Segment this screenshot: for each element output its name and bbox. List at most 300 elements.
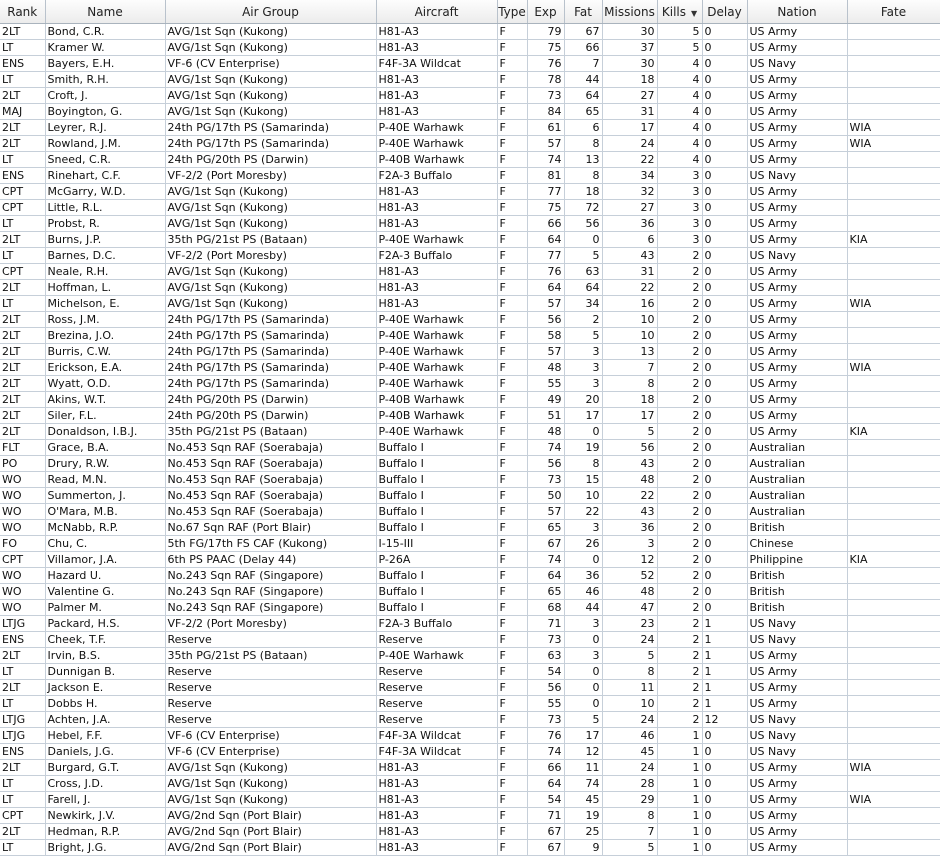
cell-kills: 2: [657, 392, 702, 408]
cell-rank: ENS: [0, 744, 45, 760]
cell-rank: WO: [0, 584, 45, 600]
table-row[interactable]: [0, 264, 940, 280]
cell-delay: 0: [702, 136, 747, 152]
cell-name: Barnes, D.C.: [45, 248, 165, 264]
cell-fat: 17: [564, 408, 602, 424]
table-row[interactable]: [0, 616, 940, 632]
cell-fate: [847, 184, 940, 200]
cell-fate: [847, 488, 940, 504]
table-row[interactable]: [0, 552, 940, 568]
cell-missions: 22: [602, 280, 657, 296]
cell-delay: 0: [702, 440, 747, 456]
cell-fate: [847, 824, 940, 840]
cell-name: Achten, J.A.: [45, 712, 165, 728]
column-header-exp[interactable]: [527, 0, 564, 24]
cell-name: Cheek, T.F.: [45, 632, 165, 648]
cell-air group: Reserve: [165, 696, 376, 712]
cell-exp: 64: [527, 280, 564, 296]
table-row[interactable]: [0, 600, 940, 616]
column-header-label: Type: [498, 4, 526, 19]
table-row[interactable]: [0, 632, 940, 648]
cell-missions: 34: [602, 168, 657, 184]
cell-exp: 64: [527, 776, 564, 792]
cell-rank: 2LT: [0, 392, 45, 408]
table-row[interactable]: [0, 824, 940, 840]
cell-missions: 27: [602, 200, 657, 216]
cell-rank: ENS: [0, 168, 45, 184]
table-row[interactable]: [0, 472, 940, 488]
cell-delay: 0: [702, 248, 747, 264]
cell-delay: 0: [702, 328, 747, 344]
cell-aircraft: H81-A3: [376, 216, 497, 232]
table-row[interactable]: [0, 72, 940, 88]
cell-rank: LT: [0, 696, 45, 712]
cell-nation: US Army: [747, 840, 847, 856]
cell-aircraft: H81-A3: [376, 40, 497, 56]
cell-nation: US Navy: [747, 744, 847, 760]
cell-missions: 31: [602, 264, 657, 280]
cell-fat: 65: [564, 104, 602, 120]
cell-kills: 1: [657, 760, 702, 776]
cell-fat: 8: [564, 136, 602, 152]
cell-nation: US Army: [747, 136, 847, 152]
cell-type: F: [497, 664, 527, 680]
cell-name: Villamor, J.A.: [45, 552, 165, 568]
cell-fate: [847, 104, 940, 120]
cell-type: F: [497, 504, 527, 520]
cell-air group: No.243 Sqn RAF (Singapore): [165, 600, 376, 616]
table-row[interactable]: [0, 456, 940, 472]
column-header-kills[interactable]: [657, 0, 702, 24]
cell-air group: AVG/2nd Sqn (Port Blair): [165, 840, 376, 856]
cell-exp: 57: [527, 296, 564, 312]
cell-exp: 58: [527, 328, 564, 344]
cell-air group: 35th PG/21st PS (Bataan): [165, 232, 376, 248]
cell-missions: 48: [602, 584, 657, 600]
cell-missions: 11: [602, 680, 657, 696]
table-row[interactable]: [0, 760, 940, 776]
cell-kills: 1: [657, 728, 702, 744]
cell-air group: AVG/1st Sqn (Kukong): [165, 760, 376, 776]
cell-rank: CPT: [0, 552, 45, 568]
cell-name: Grace, B.A.: [45, 440, 165, 456]
cell-fate: [847, 696, 940, 712]
cell-rank: 2LT: [0, 136, 45, 152]
table-row[interactable]: [0, 792, 940, 808]
table-row[interactable]: [0, 568, 940, 584]
cell-nation: US Army: [747, 216, 847, 232]
table-row[interactable]: [0, 168, 940, 184]
cell-rank: 2LT: [0, 312, 45, 328]
cell-nation: US Army: [747, 72, 847, 88]
table-row[interactable]: [0, 680, 940, 696]
cell-aircraft: H81-A3: [376, 296, 497, 312]
cell-delay: 0: [702, 24, 747, 40]
cell-fate: [847, 56, 940, 72]
column-header-name[interactable]: [45, 0, 165, 24]
cell-missions: 27: [602, 88, 657, 104]
cell-delay: 0: [702, 520, 747, 536]
cell-air group: AVG/1st Sqn (Kukong): [165, 216, 376, 232]
cell-missions: 17: [602, 408, 657, 424]
table-row[interactable]: [0, 248, 940, 264]
cell-type: F: [497, 792, 527, 808]
cell-type: F: [497, 632, 527, 648]
cell-air group: AVG/1st Sqn (Kukong): [165, 264, 376, 280]
cell-aircraft: H81-A3: [376, 792, 497, 808]
cell-exp: 55: [527, 696, 564, 712]
cell-missions: 24: [602, 136, 657, 152]
cell-air group: No.67 Sqn RAF (Port Blair): [165, 520, 376, 536]
cell-type: F: [497, 120, 527, 136]
cell-air group: AVG/1st Sqn (Kukong): [165, 776, 376, 792]
cell-kills: 4: [657, 120, 702, 136]
table-row[interactable]: [0, 744, 940, 760]
column-header-delay[interactable]: [702, 0, 747, 24]
table-row[interactable]: [0, 440, 940, 456]
cell-fate: [847, 504, 940, 520]
column-header-label: Exp: [534, 4, 557, 19]
cell-exp: 71: [527, 808, 564, 824]
table-row[interactable]: [0, 88, 940, 104]
table-row[interactable]: [0, 120, 940, 136]
table-row[interactable]: [0, 152, 940, 168]
cell-rank: LT: [0, 792, 45, 808]
cell-rank: WO: [0, 520, 45, 536]
cell-air group: 24th PG/17th PS (Samarinda): [165, 328, 376, 344]
cell-type: F: [497, 808, 527, 824]
cell-delay: 0: [702, 72, 747, 88]
cell-fate: KIA: [847, 232, 940, 248]
column-header-missions[interactable]: [602, 0, 657, 24]
cell-rank: LT: [0, 72, 45, 88]
cell-type: F: [497, 616, 527, 632]
cell-exp: 54: [527, 664, 564, 680]
cell-name: Daniels, J.G.: [45, 744, 165, 760]
cell-fate: [847, 520, 940, 536]
cell-fate: [847, 216, 940, 232]
cell-fat: 22: [564, 504, 602, 520]
cell-delay: 0: [702, 408, 747, 424]
cell-exp: 77: [527, 184, 564, 200]
cell-name: Michelson, E.: [45, 296, 165, 312]
cell-type: F: [497, 56, 527, 72]
cell-kills: 2: [657, 264, 702, 280]
cell-aircraft: P-40E Warhawk: [376, 648, 497, 664]
cell-missions: 48: [602, 472, 657, 488]
table-row[interactable]: [0, 344, 940, 360]
cell-fat: 11: [564, 760, 602, 776]
cell-delay: 0: [702, 824, 747, 840]
cell-aircraft: P-40E Warhawk: [376, 312, 497, 328]
table-row[interactable]: [0, 728, 940, 744]
cell-aircraft: Buffalo I: [376, 504, 497, 520]
cell-nation: US Army: [747, 408, 847, 424]
cell-nation: British: [747, 568, 847, 584]
column-header-type[interactable]: [497, 0, 527, 24]
cell-delay: 0: [702, 728, 747, 744]
cell-fat: 8: [564, 168, 602, 184]
cell-kills: 2: [657, 280, 702, 296]
table-row[interactable]: [0, 376, 940, 392]
table-row[interactable]: [0, 536, 940, 552]
cell-air group: No.243 Sqn RAF (Singapore): [165, 584, 376, 600]
cell-aircraft: Buffalo I: [376, 488, 497, 504]
cell-name: Neale, R.H.: [45, 264, 165, 280]
cell-fate: [847, 88, 940, 104]
table-row[interactable]: [0, 840, 940, 856]
table-row[interactable]: [0, 104, 940, 120]
cell-fat: 8: [564, 456, 602, 472]
cell-delay: 1: [702, 680, 747, 696]
cell-exp: 76: [527, 728, 564, 744]
table-row[interactable]: [0, 808, 940, 824]
cell-rank: LT: [0, 40, 45, 56]
table-row[interactable]: [0, 328, 940, 344]
cell-delay: 0: [702, 296, 747, 312]
cell-kills: 2: [657, 376, 702, 392]
cell-rank: WO: [0, 568, 45, 584]
cell-fat: 3: [564, 520, 602, 536]
cell-exp: 65: [527, 584, 564, 600]
cell-air group: AVG/1st Sqn (Kukong): [165, 88, 376, 104]
cell-missions: 43: [602, 504, 657, 520]
cell-nation: US Army: [747, 40, 847, 56]
table-row[interactable]: [0, 232, 940, 248]
cell-fate: [847, 392, 940, 408]
cell-fate: [847, 248, 940, 264]
cell-fat: 18: [564, 184, 602, 200]
cell-type: F: [497, 72, 527, 88]
cell-kills: 4: [657, 72, 702, 88]
cell-kills: 1: [657, 840, 702, 856]
cell-air group: VF-2/2 (Port Moresby): [165, 248, 376, 264]
cell-aircraft: P-40E Warhawk: [376, 232, 497, 248]
cell-aircraft: H81-A3: [376, 200, 497, 216]
cell-name: Leyrer, R.J.: [45, 120, 165, 136]
cell-nation: US Navy: [747, 728, 847, 744]
cell-kills: 4: [657, 136, 702, 152]
cell-name: Smith, R.H.: [45, 72, 165, 88]
cell-nation: Philippine: [747, 552, 847, 568]
cell-air group: No.453 Sqn RAF (Soerabaja): [165, 488, 376, 504]
column-header-fate[interactable]: [847, 0, 940, 24]
cell-type: F: [497, 104, 527, 120]
cell-air group: 24th PG/17th PS (Samarinda): [165, 120, 376, 136]
cell-type: F: [497, 472, 527, 488]
cell-nation: US Army: [747, 376, 847, 392]
cell-rank: CPT: [0, 808, 45, 824]
cell-kills: 2: [657, 552, 702, 568]
cell-aircraft: H81-A3: [376, 184, 497, 200]
cell-missions: 7: [602, 360, 657, 376]
table-row[interactable]: [0, 136, 940, 152]
cell-delay: 0: [702, 152, 747, 168]
cell-type: F: [497, 552, 527, 568]
table-row[interactable]: [0, 776, 940, 792]
cell-delay: 0: [702, 280, 747, 296]
cell-exp: 48: [527, 360, 564, 376]
cell-missions: 24: [602, 760, 657, 776]
cell-missions: 16: [602, 296, 657, 312]
cell-fate: [847, 840, 940, 856]
table-row[interactable]: [0, 40, 940, 56]
cell-air group: AVG/1st Sqn (Kukong): [165, 40, 376, 56]
cell-nation: Australian: [747, 456, 847, 472]
cell-exp: 84: [527, 104, 564, 120]
cell-type: F: [497, 712, 527, 728]
cell-fate: [847, 328, 940, 344]
cell-fat: 74: [564, 776, 602, 792]
cell-type: F: [497, 376, 527, 392]
table-row[interactable]: [0, 216, 940, 232]
cell-type: F: [497, 728, 527, 744]
cell-type: F: [497, 280, 527, 296]
cell-rank: WO: [0, 504, 45, 520]
cell-missions: 18: [602, 72, 657, 88]
table-row[interactable]: [0, 712, 940, 728]
cell-fate: [847, 440, 940, 456]
table-row[interactable]: [0, 488, 940, 504]
cell-missions: 10: [602, 696, 657, 712]
column-header-nation[interactable]: [747, 0, 847, 24]
cell-delay: 0: [702, 120, 747, 136]
cell-aircraft: P-40E Warhawk: [376, 344, 497, 360]
column-header-label: Delay: [707, 4, 742, 19]
cell-kills: 2: [657, 648, 702, 664]
cell-type: F: [497, 680, 527, 696]
cell-nation: Australian: [747, 472, 847, 488]
cell-fat: 45: [564, 792, 602, 808]
cell-kills: 2: [657, 328, 702, 344]
cell-fat: 12: [564, 744, 602, 760]
cell-nation: US Navy: [747, 712, 847, 728]
column-header-air group[interactable]: [165, 0, 376, 24]
cell-aircraft: H81-A3: [376, 24, 497, 40]
cell-air group: No.453 Sqn RAF (Soerabaja): [165, 440, 376, 456]
cell-delay: 0: [702, 504, 747, 520]
table-row[interactable]: [0, 696, 940, 712]
table-row[interactable]: [0, 200, 940, 216]
table-row[interactable]: [0, 504, 940, 520]
cell-air group: 24th PG/20th PS (Darwin): [165, 408, 376, 424]
table-row[interactable]: [0, 664, 940, 680]
cell-aircraft: F2A-3 Buffalo: [376, 168, 497, 184]
cell-kills: 2: [657, 696, 702, 712]
cell-nation: US Army: [747, 360, 847, 376]
cell-fat: 36: [564, 568, 602, 584]
cell-type: F: [497, 24, 527, 40]
table-row[interactable]: [0, 648, 940, 664]
cell-missions: 46: [602, 728, 657, 744]
cell-name: Bright, J.G.: [45, 840, 165, 856]
cell-fate: [847, 808, 940, 824]
cell-fate: [847, 312, 940, 328]
cell-fat: 0: [564, 424, 602, 440]
column-header-fat[interactable]: [564, 0, 602, 24]
cell-name: Farell, J.: [45, 792, 165, 808]
cell-aircraft: I-15-III: [376, 536, 497, 552]
cell-fat: 44: [564, 72, 602, 88]
table-row[interactable]: [0, 56, 940, 72]
cell-name: Hedman, R.P.: [45, 824, 165, 840]
cell-nation: US Navy: [747, 616, 847, 632]
table-row[interactable]: [0, 408, 940, 424]
table-row[interactable]: [0, 24, 940, 40]
cell-missions: 30: [602, 24, 657, 40]
cell-name: Valentine G.: [45, 584, 165, 600]
cell-fate: [847, 744, 940, 760]
cell-delay: 0: [702, 392, 747, 408]
cell-rank: 2LT: [0, 88, 45, 104]
cell-rank: LT: [0, 664, 45, 680]
column-header-rank[interactable]: [0, 0, 45, 24]
table-row[interactable]: [0, 360, 940, 376]
cell-type: F: [497, 424, 527, 440]
cell-type: F: [497, 824, 527, 840]
cell-kills: 1: [657, 776, 702, 792]
cell-name: Rowland, J.M.: [45, 136, 165, 152]
cell-missions: 5: [602, 424, 657, 440]
cell-air group: Reserve: [165, 680, 376, 696]
cell-exp: 57: [527, 344, 564, 360]
cell-rank: LT: [0, 776, 45, 792]
cell-fat: 0: [564, 232, 602, 248]
cell-name: Cross, J.D.: [45, 776, 165, 792]
cell-nation: US Army: [747, 120, 847, 136]
cell-fate: [847, 632, 940, 648]
cell-delay: 0: [702, 568, 747, 584]
table-row[interactable]: [0, 392, 940, 408]
cell-fat: 5: [564, 328, 602, 344]
cell-aircraft: H81-A3: [376, 760, 497, 776]
cell-fat: 3: [564, 360, 602, 376]
cell-exp: 61: [527, 120, 564, 136]
cell-exp: 76: [527, 264, 564, 280]
column-header-aircraft[interactable]: [376, 0, 497, 24]
cell-exp: 49: [527, 392, 564, 408]
cell-exp: 74: [527, 440, 564, 456]
cell-exp: 55: [527, 376, 564, 392]
table-row[interactable]: [0, 520, 940, 536]
cell-exp: 74: [527, 152, 564, 168]
cell-kills: 3: [657, 200, 702, 216]
table-header: [0, 0, 940, 24]
cell-rank: LTJG: [0, 728, 45, 744]
cell-fate: [847, 584, 940, 600]
sort-descending-icon: ▼: [690, 8, 698, 18]
table-row[interactable]: [0, 424, 940, 440]
cell-aircraft: F2A-3 Buffalo: [376, 616, 497, 632]
cell-name: Brezina, J.O.: [45, 328, 165, 344]
table-row[interactable]: [0, 184, 940, 200]
cell-fate: WIA: [847, 360, 940, 376]
cell-rank: 2LT: [0, 824, 45, 840]
cell-delay: 0: [702, 488, 747, 504]
table-row[interactable]: [0, 312, 940, 328]
cell-nation: US Army: [747, 648, 847, 664]
cell-air group: Reserve: [165, 664, 376, 680]
table-row[interactable]: [0, 280, 940, 296]
cell-type: F: [497, 296, 527, 312]
cell-fate: [847, 408, 940, 424]
table-row[interactable]: [0, 584, 940, 600]
cell-name: Burns, J.P.: [45, 232, 165, 248]
cell-kills: 2: [657, 296, 702, 312]
cell-air group: Reserve: [165, 712, 376, 728]
cell-air group: AVG/1st Sqn (Kukong): [165, 296, 376, 312]
table-row[interactable]: [0, 296, 940, 312]
